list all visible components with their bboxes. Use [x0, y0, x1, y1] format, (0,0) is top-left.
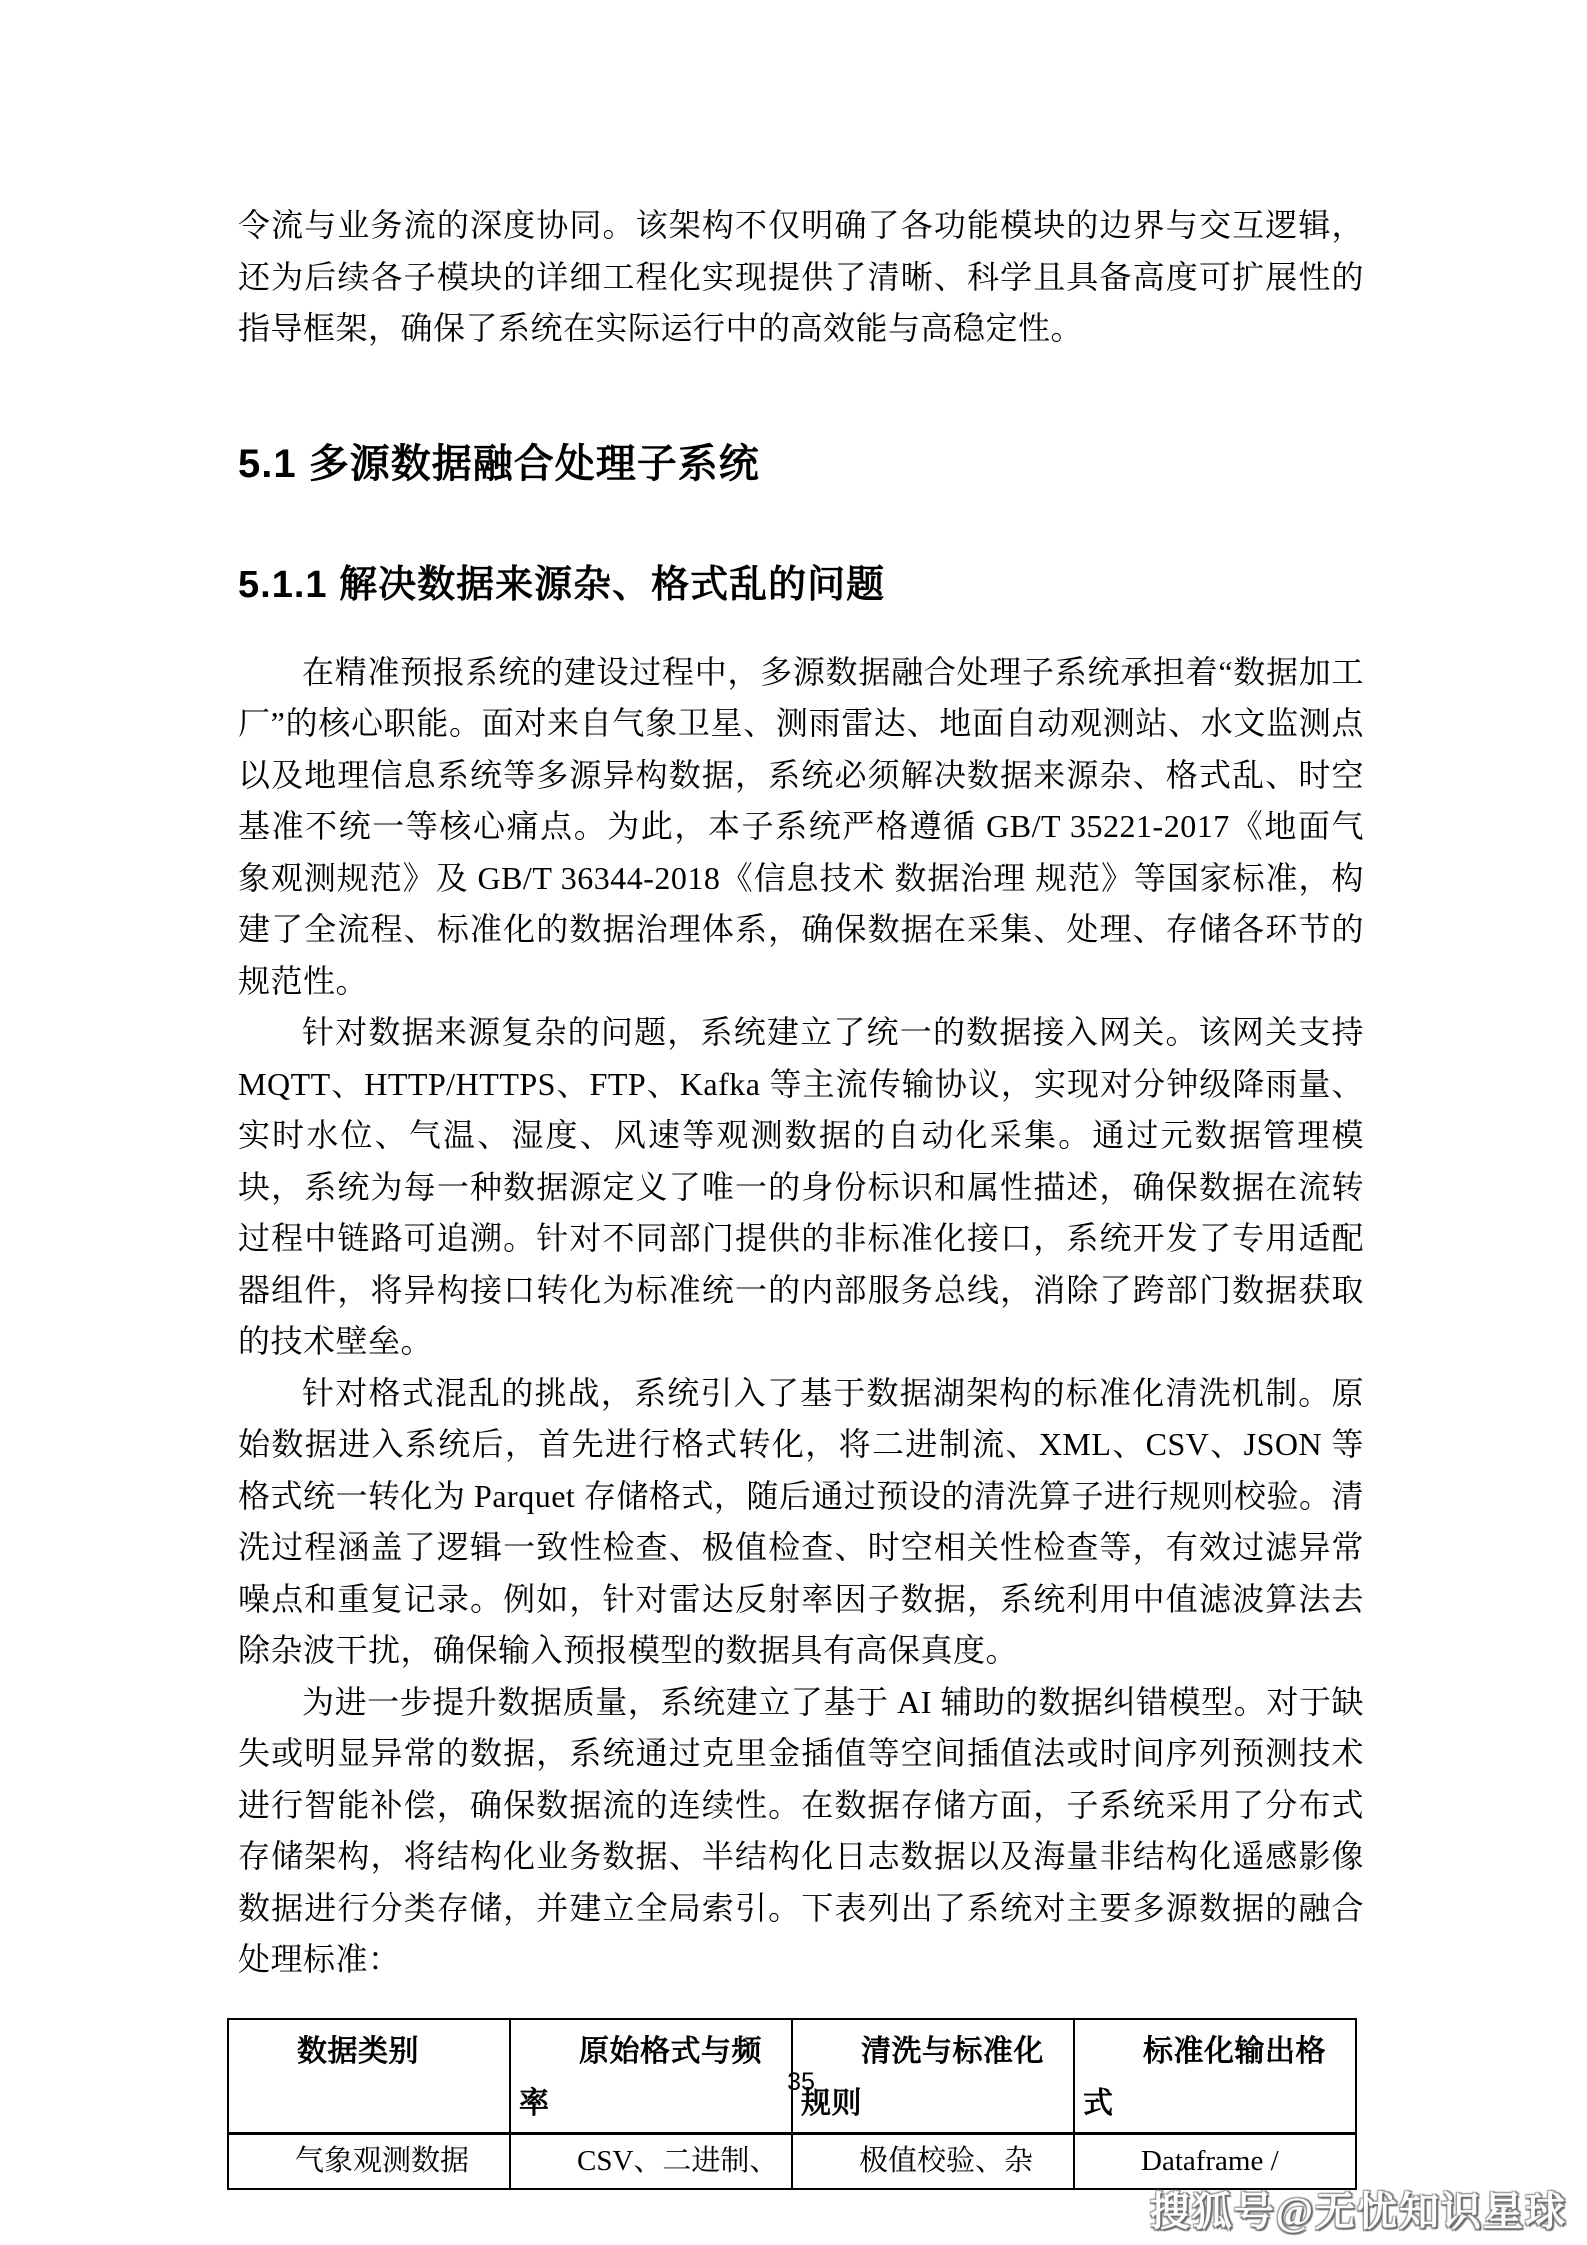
body-paragraph: 为进一步提升数据质量，系统建立了基于 AI 辅助的数据纠错模型。对于缺失或明显异常的数据，系统通过克里金插值等空间插值法或时间序列预测技术进行智能补偿，确保数据流的连续性。在数据存储方面，子系统采用了分布式存储架构，将结构化业务数据、半结构化日志数据以及海量非结构化遥感影像数据进行分类存储，并建立全局索引。下表列出了系统对主要多源数据的融合处理标准：: [238, 1683, 1364, 1977]
intro-paragraph: 令流与业务流的深度协同。该架构不仅明确了各功能模块的边界与交互逻辑，还为后续各子模块的详细工程化实现提供了清晰、科学且具备高度可扩展性的指导框架，确保了系统在实际运行中的高效能与高稳定性。: [238, 207, 1364, 346]
table-header-cell-data-category: 数据类别: [228, 2019, 510, 2134]
fusion-standards-table: [227, 2018, 1357, 2190]
table-header-cell-raw-format: 原始格式与频率: [510, 2019, 792, 2134]
body-paragraph: 在精准预报系统的建设过程中，多源数据融合处理子系统承担着“数据加工厂”的核心职能。面对来自气象卫星、测雨雷达、地面自动观测站、水文监测点以及地理信息系统等多源异构数据，系统必须解决数据来源杂、格式乱、时空基准不统一等核心痛点。为此，本子系统严格遵循 GB/T 35221-2017《地面气象观测规范》及 GB/T 36344-2018《信息技术 数据治理 规范》等国家标准，构建了全流程、标准化的数据治理体系，确保数据在采集、处理、存储各环节的规范性。: [238, 653, 1364, 999]
table-header-cell-cleaning-rules: 清洗与标准化规则: [792, 2019, 1074, 2134]
document-content: [238, 200, 1364, 2190]
table-cell: CSV、二进制、: [510, 2133, 792, 2189]
watermark: 搜狐号@无忧知识星球: [1149, 2189, 1567, 2234]
section-heading: 5.1 多源数据融合处理子系统: [238, 441, 760, 486]
page-number: 35: [787, 2068, 815, 2096]
table-header-cell-output-format: 标准化输出格式: [1074, 2019, 1356, 2134]
table-cell: 气象观测数据: [228, 2133, 510, 2189]
subsection-heading: 5.1.1 解决数据来源杂、格式乱的问题: [238, 563, 886, 606]
table-cell: 极值校验、杂: [792, 2133, 1074, 2189]
table-cell: Dataframe /: [1074, 2133, 1356, 2189]
body-paragraph: 针对数据来源复杂的问题，系统建立了统一的数据接入网关。该网关支持 MQTT、HTTP/HTTPS、FTP、Kafka 等主流传输协议，实现对分钟级降雨量、实时水位、气温、湿度、风速等观测数据的自动化采集。通过元数据管理模块，系统为每一种数据源定义了唯一的身份标识和属性描述，确保数据在流转过程中链路可追溯。针对不同部门提供的非标准化接口，系统开发了专用适配器组件，将异构接口转化为标准统一的内部服务总线，消除了跨部门数据获取的技术壁垒。: [238, 1014, 1364, 1359]
body-paragraph: 针对格式混乱的挑战，系统引入了基于数据湖架构的标准化清洗机制。原始数据进入系统后，首先进行格式转化，将二进制流、XML、CSV、JSON 等格式统一转化为 Parquet 存储格式，随后通过预设的清洗算子进行规则校验。清洗过程涵盖了逻辑一致性检查、极值检查、时空相关性检查等，有效过滤异常噪点和重复记录。例如，针对雷达反射率因子数据，系统利用中值滤波算法去除杂波干扰，确保输入预报模型的数据具有高保真度。: [238, 1374, 1364, 1668]
